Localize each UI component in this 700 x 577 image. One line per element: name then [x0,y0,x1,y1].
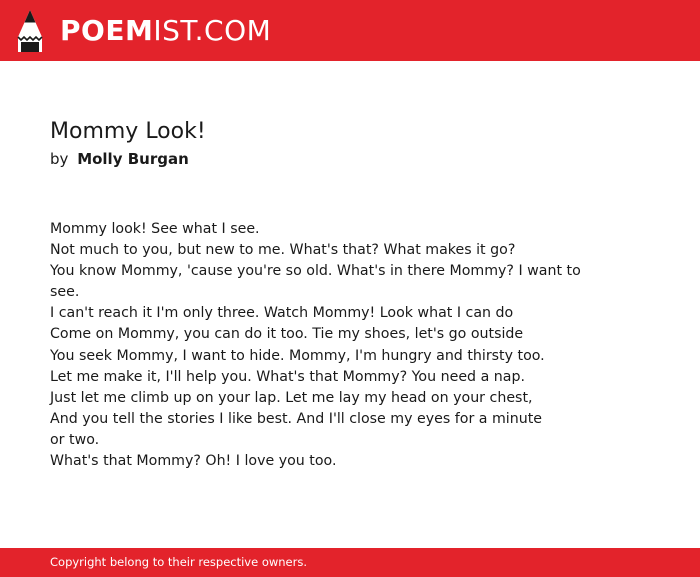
site-logo[interactable] [17,9,271,53]
poem-line: You seek Mommy, I want to hide. Mommy, I'm hungry and thirsty too. [50,347,545,364]
site-footer [0,548,700,577]
site-header [0,0,700,61]
poem-body [50,219,590,472]
poem-line: I can't reach it I'm only three. Watch Mommy! Look what I can do [50,305,514,322]
pencil-icon [17,9,43,53]
poem-line: Not much to you, but new to me. What's that? What makes it go? [50,242,516,259]
poem-line: Mommy look! See what I see. [50,221,260,237]
brand-name [60,9,271,53]
by-label: by [50,150,69,168]
poem-line: Just let me climb up on your lap. Let me lay my head on your chest, [50,389,533,406]
poem-line: And you tell the stories I like best. And I'll close my eyes for a minute [50,410,543,427]
poem-byline [50,149,189,169]
poem-line: see. [50,284,80,301]
poem-line: Come on Mommy, you can do it too. Tie my shoes, let's go outside [50,326,524,343]
poem-title: Mommy Look! [50,119,206,144]
brand-name-bold: POEM [60,14,154,47]
poem-line: What's that Mommy? Oh! I love you too. [50,453,337,470]
poem-author[interactable]: Molly Burgan [77,150,189,168]
poem-line: You know Mommy, 'cause you're so old. What's in there Mommy? I want to [50,263,581,280]
brand-name-light: IST.COM [153,14,272,47]
copyright-text: Copyright belong to their respective owners. [50,555,308,569]
poem-line: or two. [50,431,100,448]
poem-line: Let me make it, I'll help you. What's that Mommy? You need a nap. [50,368,525,385]
